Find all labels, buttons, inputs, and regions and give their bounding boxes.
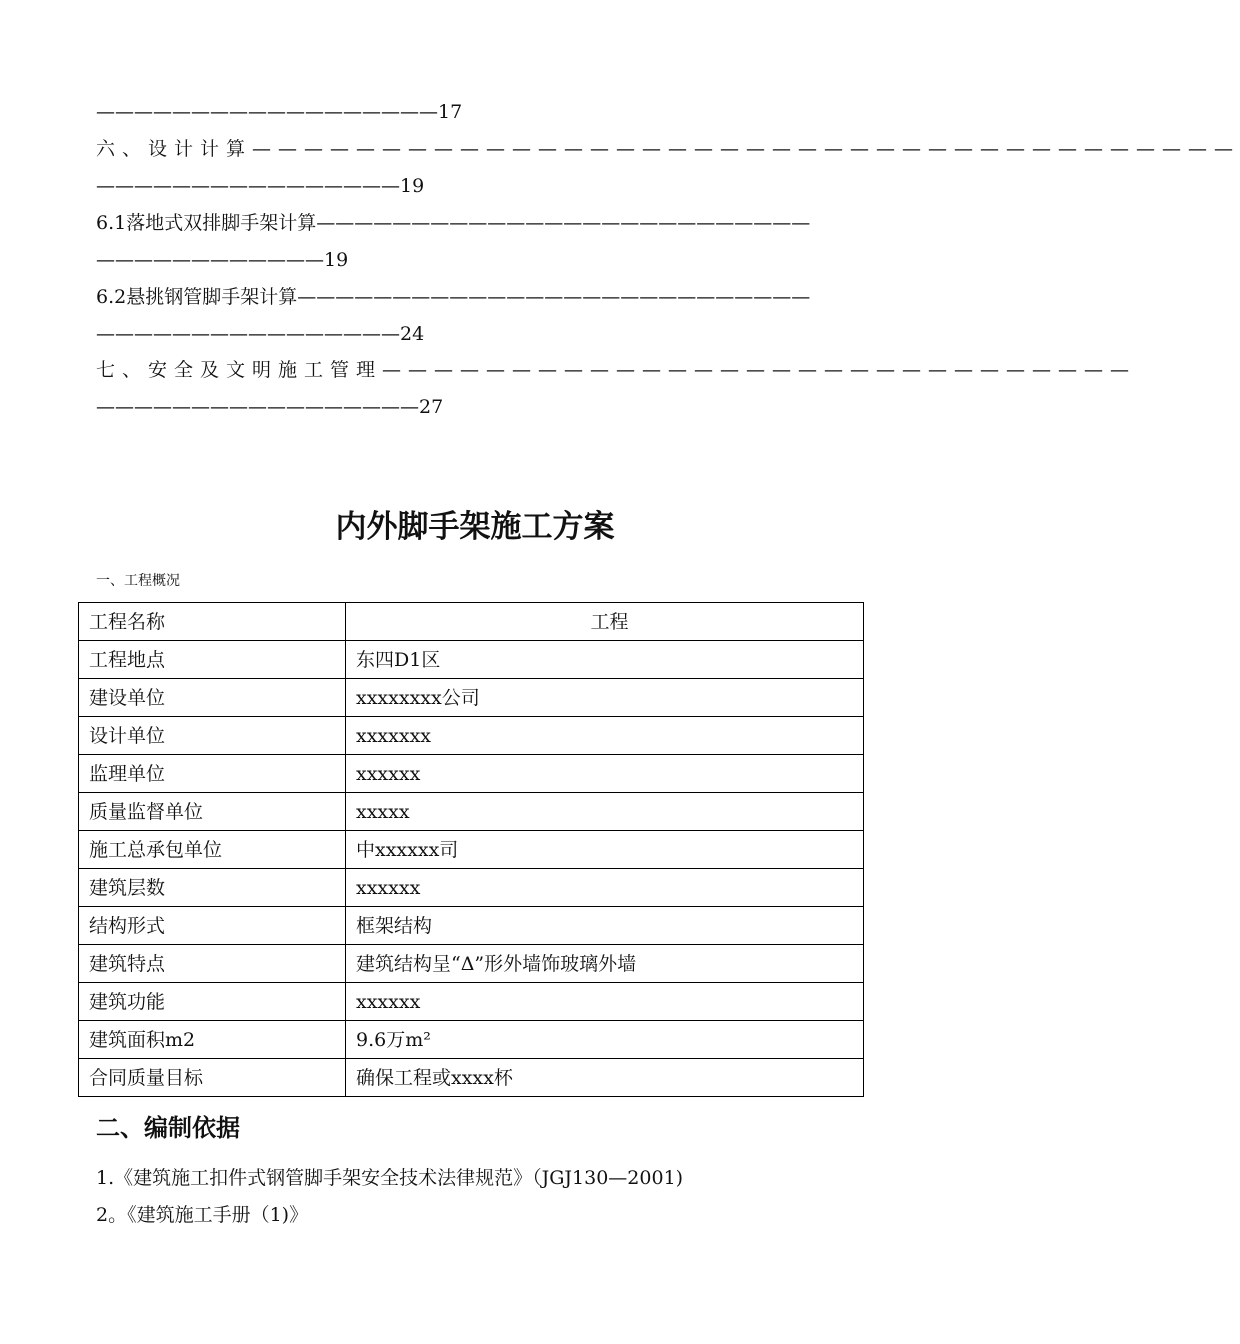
table-cell-value: xxxxxx: [346, 869, 864, 907]
table-row: [79, 755, 864, 793]
table-cell-label: 建筑面积m2: [79, 1021, 346, 1059]
table-cell-label: 结构形式: [79, 907, 346, 945]
table-row: [79, 1021, 864, 1059]
table-cell-label: 合同质量目标: [79, 1059, 346, 1097]
toc-line-6-1: 6.1落地式双排脚手架计算——————————————————————————: [96, 212, 811, 234]
table-cell-value: 确保工程或xxxx杯: [346, 1059, 864, 1097]
table-cell-value: xxxxxxx: [346, 717, 864, 755]
table-cell-label: 建筑特点: [79, 945, 346, 983]
table-cell-label: 监理单位: [79, 755, 346, 793]
table-cell-value: 9.6万m²: [346, 1021, 864, 1059]
table-cell-label: 建筑层数: [79, 869, 346, 907]
table-row: [79, 869, 864, 907]
table-cell-value: 工程: [346, 603, 864, 641]
section-heading-basis: 二、编制依据: [96, 1114, 240, 1142]
table-cell-value: 框架结构: [346, 907, 864, 945]
table-cell-value: 建筑结构呈“Δ”形外墙饰玻璃外墙: [346, 945, 864, 983]
toc-line-6-2: 6.2悬挑钢管脚手架计算———————————————————————————: [96, 286, 811, 308]
toc-line-section-7: 七、安全及文明施工管理—————————————————————————————: [96, 359, 1137, 381]
table-cell-label: 工程名称: [79, 603, 346, 641]
toc-line: ——————————————————17: [96, 101, 463, 123]
section-label-overview: 一、工程概况: [96, 573, 180, 589]
toc-line: ————————————————19: [96, 175, 425, 197]
table-row: [79, 641, 864, 679]
table-cell-value: xxxxx: [346, 793, 864, 831]
table-cell-label: 施工总承包单位: [79, 831, 346, 869]
table-cell-label: 建设单位: [79, 679, 346, 717]
toc-line-section-6: 六、设计计算——————————————————————————————————————: [96, 138, 1240, 160]
basis-item: 2。《建筑施工手册（1)》: [96, 1204, 309, 1226]
table-cell-label: 建筑功能: [79, 983, 346, 1021]
table-cell-label: 设计单位: [79, 717, 346, 755]
toc-line: ————————————————24: [96, 323, 425, 345]
table-cell-value: 中xxxxxx司: [346, 831, 864, 869]
table-row: [79, 793, 864, 831]
table-row: [79, 1059, 864, 1097]
toc-line: ————————————19: [96, 249, 349, 271]
table-row: [79, 945, 864, 983]
table-cell-label: 质量监督单位: [79, 793, 346, 831]
table-row: [79, 717, 864, 755]
table-cell-value: xxxxxxxx公司: [346, 679, 864, 717]
table-row: [79, 679, 864, 717]
project-overview-table: [78, 602, 864, 1097]
table-row: [79, 907, 864, 945]
toc-line: —————————————————27: [96, 396, 444, 418]
basis-item: 1.《建筑施工扣件式钢管脚手架安全技术法律规范》（JGJ130—2001): [96, 1167, 684, 1189]
table-row: [79, 983, 864, 1021]
table-row: [79, 603, 864, 641]
table-cell-value: xxxxxx: [346, 755, 864, 793]
table-row: [79, 831, 864, 869]
table-cell-label: 工程地点: [79, 641, 346, 679]
table-cell-value: xxxxxx: [346, 983, 864, 1021]
table-cell-value: 东四D1区: [346, 641, 864, 679]
document-title: 内外脚手架施工方案: [335, 509, 615, 545]
